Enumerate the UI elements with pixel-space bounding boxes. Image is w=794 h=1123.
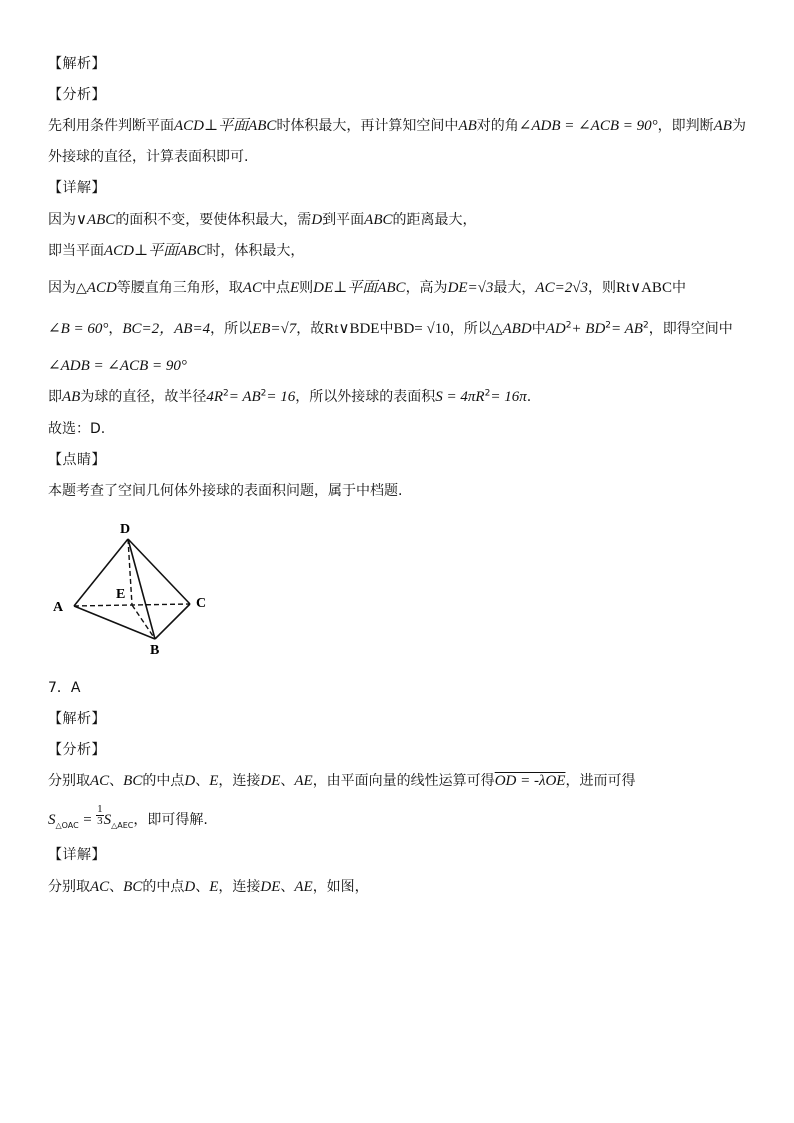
- text: 时体积最大，再计算知空间中: [276, 118, 459, 134]
- xiangjie-line-3: [48, 278, 764, 298]
- math: E: [209, 773, 219, 789]
- denominator: 3: [97, 815, 103, 827]
- math: S: [103, 812, 112, 828]
- text: 中: [531, 321, 546, 337]
- edge-BC: [155, 604, 190, 639]
- math: BC: [123, 879, 143, 895]
- text: ，即判断: [657, 118, 714, 134]
- label-B: B: [150, 643, 160, 658]
- math: AE: [294, 773, 313, 789]
- math: AC: [90, 773, 110, 789]
- text: 为球的直径，故半径: [80, 389, 207, 405]
- math: DE=√3: [447, 280, 494, 296]
- xiangjie-line-2: [48, 241, 764, 261]
- text: 则: [299, 280, 314, 296]
- heading-dianjing: 【点睛】: [48, 452, 106, 468]
- xiangjie7-line-1: [48, 877, 764, 897]
- answer-choice: 故选：D.: [48, 421, 106, 437]
- text: 最大，: [493, 280, 536, 296]
- text: 即当平面: [48, 243, 104, 259]
- subscript: △AEC: [111, 820, 134, 830]
- text: ，连接: [218, 879, 261, 895]
- math: 4R: [206, 389, 223, 405]
- fenxi7-line-2: [48, 804, 764, 836]
- math: BD= √10: [393, 321, 450, 337]
- text: 、: [195, 879, 210, 895]
- math: = 16: [266, 389, 296, 405]
- math: Rt∨BDE: [324, 321, 380, 337]
- text: ，即得空间中: [648, 321, 733, 337]
- text: ，所以: [210, 321, 253, 337]
- math: Rt∨ABC: [615, 280, 672, 296]
- fraction-one-third: [96, 804, 104, 827]
- text: 因为△: [48, 280, 87, 296]
- heading-jiexi-7: 【解析】: [48, 711, 106, 727]
- text: 因为: [48, 212, 76, 228]
- superscript: 2: [260, 388, 267, 399]
- math: ∠ADB = ∠ACB = 90°: [518, 118, 658, 134]
- text: ，所以△: [449, 321, 503, 337]
- math: DE⊥平面ABC: [313, 280, 406, 296]
- math: AC: [242, 280, 262, 296]
- xiangjie-line-6: [48, 387, 764, 407]
- heading-xiangjie: 【详解】: [48, 180, 106, 196]
- superscript: 2: [484, 388, 491, 399]
- text: 中点: [261, 280, 290, 296]
- text: 时，体积最大，: [206, 243, 305, 259]
- text: 的距离最大，: [392, 212, 477, 228]
- text: ，高为: [405, 280, 448, 296]
- superscript: 2: [642, 320, 649, 331]
- math: AB: [713, 118, 732, 134]
- text: 、: [109, 879, 124, 895]
- question-7-answer: 7．A: [48, 680, 81, 696]
- tetrahedron-figure: [40, 515, 230, 660]
- math: ∠ADB = ∠ACB = 90°: [48, 358, 187, 374]
- text: ，进而可得: [565, 773, 636, 789]
- math: = AB: [228, 389, 261, 405]
- text: .: [526, 389, 532, 405]
- math: AD: [545, 321, 566, 337]
- edge-AB: [74, 606, 155, 639]
- math: = 16π: [490, 389, 527, 405]
- text: ，由平面向量的线性运算可得: [312, 773, 495, 789]
- math: ACD: [86, 280, 117, 296]
- text: ，: [108, 321, 123, 337]
- math: D: [184, 773, 196, 789]
- text: 中: [379, 321, 394, 337]
- math: ACD⊥平面ABC: [174, 118, 277, 134]
- text: 分别取: [48, 879, 90, 895]
- superscript: 2: [223, 388, 229, 399]
- superscript: 2: [565, 320, 572, 331]
- math: BC=2，AB=4: [122, 321, 211, 337]
- math: AC: [90, 879, 110, 895]
- heading-fenxi-7: 【分析】: [48, 742, 106, 758]
- fenxi-line-1: [48, 116, 764, 136]
- xiangjie-line-4: [48, 319, 764, 339]
- text: ，则: [587, 280, 616, 296]
- text: 、: [280, 773, 295, 789]
- xiangjie-line-5: [48, 356, 764, 376]
- label-C: C: [196, 596, 207, 611]
- text: ，所以外接球的表面积: [295, 389, 436, 405]
- vector-equation: OD = -λOE: [494, 773, 566, 789]
- math: E: [209, 879, 219, 895]
- text: 、: [280, 879, 295, 895]
- math: E: [289, 280, 300, 296]
- text: 分别取: [48, 773, 90, 789]
- math: D: [311, 212, 323, 228]
- math: ∠B = 60°: [48, 321, 109, 337]
- math: AC=2√3: [535, 280, 588, 296]
- heading-fenxi: 【分析】: [48, 87, 106, 103]
- text: 到平面: [322, 212, 365, 228]
- fenxi-line-2: 外接球的直径，计算表面积即可.: [48, 149, 249, 165]
- math: AB: [62, 389, 81, 405]
- text: 中: [671, 280, 686, 296]
- fenxi7-line-1: [48, 771, 764, 791]
- numerator: 1: [97, 803, 103, 815]
- text: 的面积不变，要使体积最大，需: [115, 212, 312, 228]
- dianjing-text: 本题考查了空间几何体外接球的表面积问题，属于中档题.: [48, 483, 403, 499]
- math: D: [184, 879, 196, 895]
- text: 的中点: [142, 879, 185, 895]
- math: ABD: [502, 321, 532, 337]
- text: 、: [195, 773, 210, 789]
- math: ACD⊥平面ABC: [104, 243, 207, 259]
- text: ，如图，: [312, 879, 369, 895]
- text: 、: [109, 773, 124, 789]
- heading-jiexi: 【解析】: [48, 56, 106, 72]
- math: EB=√7: [252, 321, 297, 337]
- text: 为: [731, 118, 746, 134]
- xiangjie-line-1: [48, 210, 764, 230]
- text: 即: [48, 389, 62, 405]
- math: AE: [294, 879, 313, 895]
- math: ∨ABC: [76, 212, 116, 228]
- text: ，故: [296, 321, 325, 337]
- math: ABC: [364, 212, 393, 228]
- math: DE: [260, 879, 281, 895]
- math: S = 4πR: [435, 389, 485, 405]
- math: DE: [260, 773, 281, 789]
- math: + BD: [571, 321, 606, 337]
- text: ，即可得解.: [133, 812, 208, 828]
- math: =: [83, 812, 92, 828]
- label-E: E: [116, 587, 126, 602]
- text: 等腰直角三角形，取: [116, 280, 243, 296]
- label-A: A: [53, 600, 64, 615]
- text: ，连接: [218, 773, 261, 789]
- text: 的中点: [142, 773, 185, 789]
- math: BC: [123, 773, 143, 789]
- heading-xiangjie-7: 【详解】: [48, 847, 106, 863]
- superscript: 2: [605, 320, 612, 331]
- text: 先利用条件判断平面: [48, 118, 174, 134]
- math: S: [48, 812, 56, 828]
- math: AB: [458, 118, 477, 134]
- text: 对的角: [476, 118, 519, 134]
- math: = AB: [611, 321, 643, 337]
- subscript: △OAC: [55, 820, 79, 830]
- label-D: D: [120, 522, 131, 537]
